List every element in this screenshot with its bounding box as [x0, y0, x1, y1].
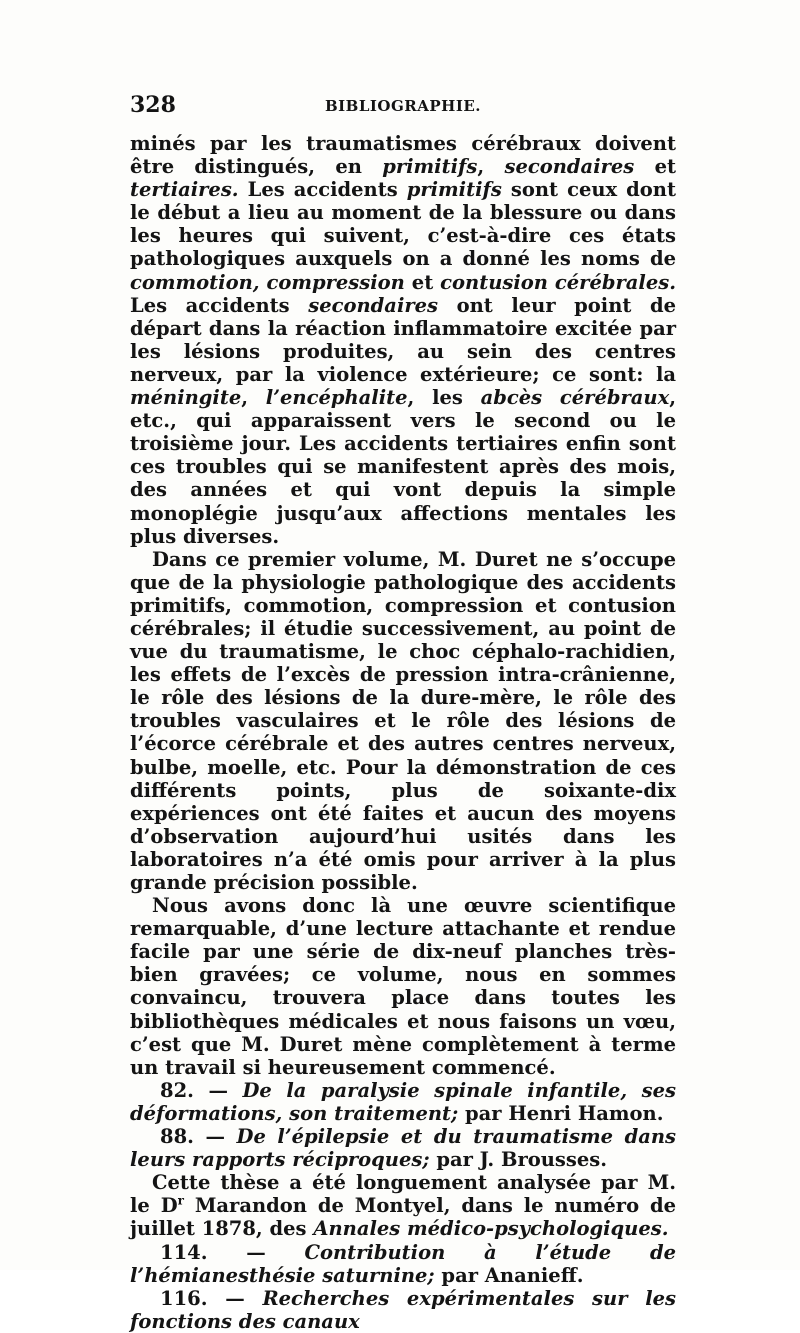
- paragraph-these: Cette thèse a été longuement analysée par M. le $D^r$ Marandon de Montyel, dans le numéro de juillet 1878, des Annales médico-psychologiques.: [130, 1171, 677, 1241]
- paragraph-oeuvre: Nous avons donc là une œuvre scientifique remarquable, d’une lecture attachante et rendue facile par une série de dix-neuf planches très-bien gravées; ce volume, nous en sommes convaincu, trouvera place dans toutes les bibliothèques médicales et nous faisons un vœu, c’est que M. Duret mène complètement à terme un travail si heureusement commencé.: [130, 894, 676, 1079]
- running-head: BIBLIOGRAPHIE.: [324, 97, 482, 115]
- body-text: [130, 132, 676, 1333]
- page-number: 328: [130, 92, 176, 118]
- bibliography-entry-88: 88. — De l’épilepsie et du traumatisme dans leurs rapports réciproques; par J. Brousses.: [130, 1125, 676, 1172]
- bibliography-entry-82: 82. — De la paralysie spinale infantile, ses déformations, son traitement; par Henri Hamon.: [130, 1078, 676, 1125]
- page-header: [130, 92, 676, 124]
- bibliography-entry-116: 116. — Recherches expérimentales sur les fonctions des canaux: [130, 1286, 676, 1333]
- bibliography-entry-114: 114. — Contribution à l’étude de l’hémianesthésie saturnine; par Ananieff.: [130, 1240, 676, 1287]
- paragraph-accidents: minés par les traumatismes cérébraux doivent être distingués, en primitifs, secondaires et tertiaires. Les accidents primitifs sont ceux dont le début a lieu au moment de la blessure ou dans les heures qui suivent, c’est-à-dire ces états pathologiques auxquels on a donné les noms de commotion, compression et contusion cérébrales. Les accidents secondaires ont leur point de départ dans la réaction inflammatoire excitée par les lésions produites, au sein des centres nerveux, par la violence extérieure; ce sont: la méningite, l’encéphalite, les abcès cérébraux, etc., qui apparaissent vers le second ou le troisième jour. Les accidents tertiaires enfin sont ces troubles qui se manifestent après des mois, des années et qui vont depuis la simple monoplégie jusqu’aux affections mentales les plus diverses.: [130, 132, 677, 548]
- paragraph-premier-volume: Dans ce premier volume, M. Duret ne s’occupe que de la physiologie pathologique des accidents primitifs, commotion, compression et contusion cérébrales; il étudie successivement, au point de vue du traumatisme, le choc céphalo-rachidien, les effets de l’excès de pression intra-crânienne, le rôle des lésions de la dure-mère, le rôle des troubles vasculaires et le rôle des lésions de l’écorce cérébrale et des autres centres nerveux, bulbe, moelle, etc. Pour la démonstration de ces différents points, plus de soixante-dix expériences ont été faites et aucun des moyens d’observation aujourd’hui usités dans les laboratoires n’a été omis pour arriver à la plus grande précision possible.: [130, 547, 676, 894]
